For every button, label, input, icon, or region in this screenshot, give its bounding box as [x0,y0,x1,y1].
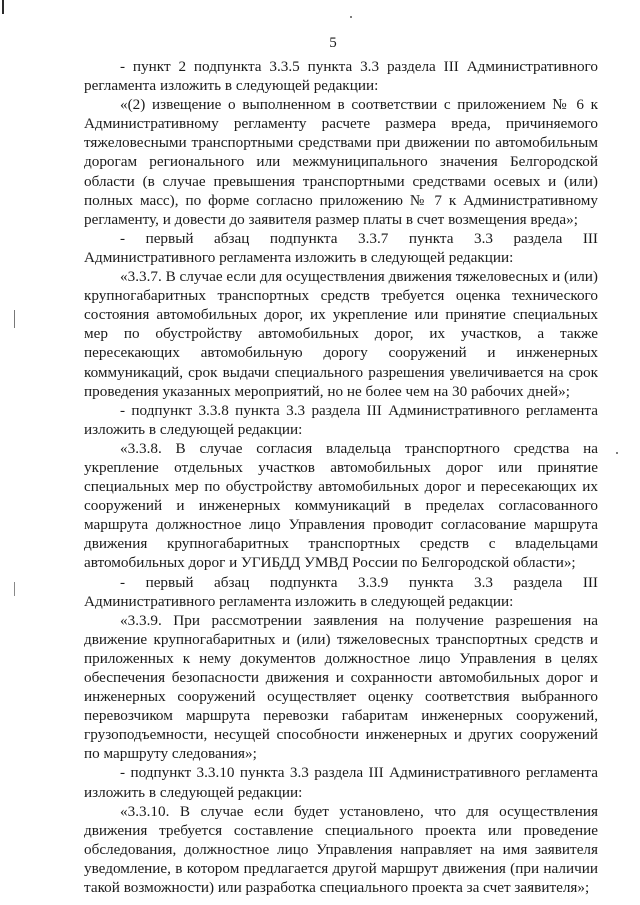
paragraph-quote-2: «(2) извещение о выполненном в соответствии с приложением № 6 к Административному регламенту расчете размера вреда, причиняемого тяжеловесными транспортными средствами при движении по автомобильным дорогам регионального или межмуниципального значения Белгородской области (в случае превышения транспортными средствами осевых и (или) полных масс), по форме согласно приложению № 7 к Административному регламенту, и довести до заявителя размер платы в счет возмещения вреда»; [84,96,598,228]
paragraph-quote-339: «3.3.9. При рассмотрении заявления на получение разрешения на движение крупногабаритных и (или) тяжеловесных транспортных средств и приложенных к нему документов должностное лицо Управления в целях обеспечения безопасности движения и сохранности автомобильных дорог и инженерных сооружений осуществляет оценку соответствия выбранного перевозчиком маршрута перевозки габаритам инженерных сооружений, грузоподъемности, несущей способности инженерных и других сооружений по маршруту следования»; [84,611,598,763]
page-number: 5 [329,35,337,51]
scan-artifact-left [14,310,15,328]
document-body [84,57,598,897]
paragraph-amendment-intro-338: - подпункт 3.3.8 пункта 3.3 раздела III Административного регламента изложить в следующей редакции: [84,401,598,438]
paragraph-quote-337: «3.3.7. В случае если для осуществления движения тяжеловесных и (или) крупногабаритных транспортных средств требуется оценка технического состояния автомобильных дорог, их укрепление или принятие специальных мер по обустройству автомобильных дорог, их участков, а также пересекающих автомобильную дорогу сооружений и инженерных коммуникаций, срок выдачи специального разрешения увеличивается на срок проведения указанных мероприятий, но не более чем на 30 рабочих дней»; [84,268,598,400]
scan-dot [350,16,352,18]
paragraph-amendment-intro-337: - первый абзац подпункта 3.3.7 пункта 3.3 раздела III Административного регламента изложить в следующей редакции: [84,229,598,266]
paragraph-amendment-intro-339: - первый абзац подпункта 3.3.9 пункта 3.3 раздела III Административного регламента изложить в следующей редакции: [84,573,598,610]
scan-artifact-top-left [2,0,4,14]
paragraph-quote-338: «3.3.8. В случае согласия владельца транспортного средства на укрепление отдельных участков автомобильных дорог или принятие специальных мер по обустройству автомобильных дорог и пересекающих их сооружений и инженерных коммуникаций в пределах согласованного маршрута должностное лицо Управления проводит согласование маршрута движения крупногабаритных транспортных средств с владельцами автомобильных дорог и УГИБДД УМВД России по Белгородской области»; [84,439,598,572]
scan-artifact-left-lower [14,582,15,596]
scan-dot [616,452,618,454]
paragraph-amendment-intro-3310: - подпункт 3.3.10 пункта 3.3 раздела III Административного регламента изложить в следующей редакции: [84,764,598,801]
paragraph-amendment-intro-1: - пункт 2 подпункта 3.3.5 пункта 3.3 раздела III Административного регламента изложить в следующей редакции: [84,58,598,95]
paragraph-quote-3310: «3.3.10. В случае если будет установлено, что для осуществления движения требуется составление специального проекта или проведение обследования, должностное лицо Управления направляет на имя заявителя уведомление, в котором предлагается другой маршрут движения (при наличии такой возможности) или разработка специального проекта за счет заявителя»; [84,802,598,897]
